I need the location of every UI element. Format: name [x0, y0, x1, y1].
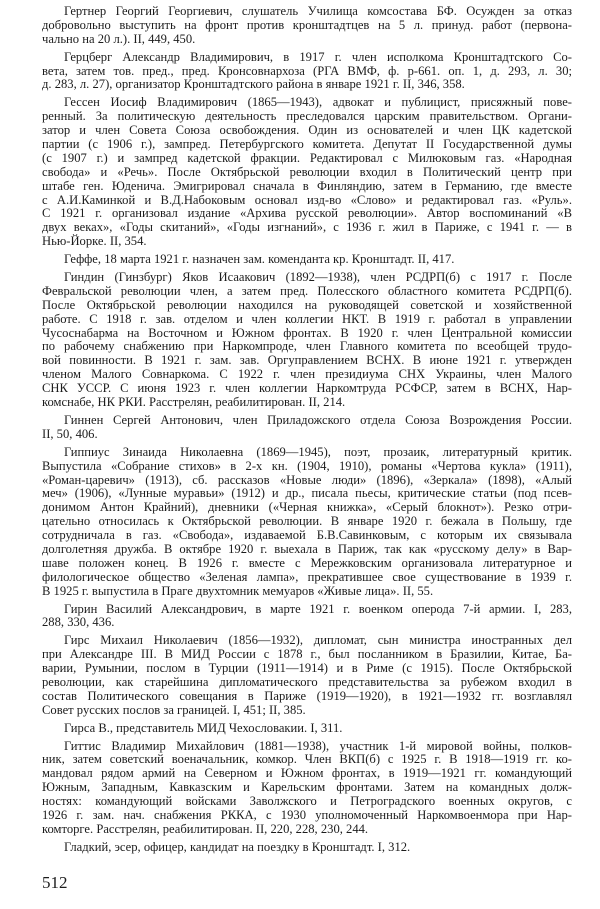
index-entry — [42, 634, 572, 717]
entry-text-line: добровольно выступить на фронт против кронштадтцев на 5 л. принуд. работ (первона- — [42, 17, 572, 32]
index-entry — [42, 51, 572, 93]
entry-text-line: II, 50, 406. — [42, 426, 98, 441]
entry-text-line: мандовал рядом армий на Северном и Южном фронтах, в 1919—1921 гг. командующий — [42, 766, 572, 781]
index-entry — [42, 271, 572, 410]
entry-text-line: д. 283, л. 27), организатор Кронштадтского района в январе 1921 г. II, 346, 358. — [42, 77, 465, 92]
entry-text-line: революции, как старейшина дипломатического представительства за рубежом входил в — [42, 674, 572, 689]
entry-text-line: Герцберг Александр Владимирович, в 1917 г. член исполкома Кронштадтского Со- — [64, 49, 572, 64]
entry-text-line: Гиппиус Зинаида Николаевна (1869—1945), поэт, прозаик, литературный критик. — [64, 444, 572, 459]
entry-text-line: Гиндин (Гинзбург) Яков Исаакович (1892—1938), член РСДРП(б) с 1917 г. После — [64, 270, 572, 285]
index-entry — [42, 722, 572, 736]
entry-text-line: вета, затем тов. пред., пред. Кронсовнархоза (РГА ВМФ, ф. р-661. оп. 1, д. 293, л. 30; — [42, 63, 572, 78]
entry-text-line: чально на 20 л.). II, 449, 450. — [42, 31, 196, 46]
entry-text-line: комснабе, НК РКИ. Расстрелян, реабилитирован. II, 214. — [42, 395, 346, 410]
entry-text-line: 1926 г. зам. нач. снабжения РККА, с 1930 уполномоченный Наркомвоенмора при Нар- — [42, 807, 572, 822]
index-entry — [42, 603, 572, 631]
entry-text-line: партии (с 1906 г.), зампред. Петербургского комитета. Депутат II Государственной думы — [42, 137, 572, 152]
index-entry — [42, 841, 572, 855]
index-entry — [42, 414, 572, 442]
entry-text-line: филологическое общество «Зеленая лампа», прекратившее свое существование в 1939 г. — [42, 569, 572, 584]
entry-text-line: Гессен Иосиф Владимирович (1865—1943), адвокат и публицист, присяжный пове- — [64, 95, 572, 110]
entry-text-line: работе. С 1918 г. зав. отделом и член коллегии НКТ. В 1919 г. работал в управлении — [42, 311, 572, 326]
index-entry — [42, 96, 572, 249]
index-entry — [42, 446, 572, 599]
entry-text-line: Гирса В., представитель МИД Чехословакии. I, 311. — [64, 720, 343, 735]
entry-text-line: СНК УССР. С июня 1923 г. член коллегии Наркомтруда РСФСР, затем в ВСНХ, Нар- — [42, 381, 572, 396]
entry-text-line: ностях: командующий войсками Заволжского и Петроградского военных округов, с — [42, 794, 572, 809]
entry-text-line: Гиттис Владимир Михайлович (1881—1938), участник 1-й мировой войны, полков- — [64, 738, 572, 753]
entry-text-line: по рабочему снабжению при Наркомпроде, член Главного комитета по всеобщей трудо- — [42, 339, 572, 354]
entry-text-line: затор и член Совета Союза освобождения. Один из основателей и член ЦК кадетской — [42, 123, 572, 138]
entry-text-line: меч» (1906), «Лунные муравьи» (1912) и др., писала пьесы, критические статьи (под псев- — [42, 486, 572, 501]
entry-text-line: комторге. Расстрелян, реабилитирован. II, 220, 228, 230, 244. — [42, 821, 369, 836]
entry-text-line: членом Малого Совнаркома. С 1922 г. член президиума СНХ Украины, член Малого — [42, 367, 572, 382]
entry-text-line: Гладкий, эсер, офицер, кандидат на поездку в Кронштадт. I, 312. — [64, 839, 411, 854]
entry-text-line: донимом Антон Крайний), дневники («Черная книжка», «Серый блокнот»). Резко отри- — [42, 500, 572, 515]
entry-text-line: В 1925 г. выпустила в Праге двухтомник мемуаров «Живые лица». II, 55. — [42, 583, 434, 598]
entry-text-line: Южным, Западным, Кавказским и Карельским фронтами. Затем на командных долж- — [42, 780, 572, 795]
entry-text-line: ренный. За политическую деятельность преследовался царским правительством. Органи- — [42, 109, 572, 124]
document-page — [42, 5, 572, 859]
index-entry — [42, 740, 572, 837]
entry-text-line: После Октябрьской революции находился на руководящей советской и хозяйственной — [42, 297, 572, 312]
entry-text-line: шаве положен конец. В 1926 г. вместе с Мережковским организовала литературное и — [42, 555, 572, 570]
entry-text-line: С 1921 г. организовал издание «Архива русской революции». Автор воспоминаний «В — [42, 206, 572, 221]
entry-text-line: 288, 330, 436. — [42, 615, 115, 630]
entry-text-line: с А.И.Каминкой и В.Д.Набоковым основал изд-во «Слово» и редактировал газ. «Руль». — [42, 192, 572, 207]
index-entry — [42, 5, 572, 47]
entry-text-line: (с 1907 г.) и зампред кадетской фракции. Редактировал с Милюковым газ. «Народная — [42, 150, 572, 165]
entry-text-line: Геффе, 18 марта 1921 г. назначен зам. коменданта кр. Кронштадт. II, 417. — [64, 252, 455, 267]
entry-text-line: сотрудничала в газ. «Свобода», издаваемой Б.В.Савинковым, с которым их связывала — [42, 528, 572, 543]
entry-text-line: цательно относилась к Октябрьской революции. В январе 1920 г. бежала в Польшу, где — [42, 514, 572, 529]
entry-text-line: свобода» и «Речь». После Октябрьской революции входил в Политический центр при — [42, 164, 572, 179]
entry-text-line: Февральской революции член, а затем пред. Полесского областного комитета РСДРП(б). — [42, 283, 572, 298]
entry-text-line: вой повинности. В 1921 г. зам. зав. Оргуправлением ВСНХ. В июне 1921 г. утвержден — [42, 353, 572, 368]
entry-text-line: ник, затем советский военачальник, комкор. Член ВКП(б) с 1925 г. В 1918—1919 гг. ко- — [42, 752, 572, 767]
entry-text-line: варии, Румынии, послом в Турции (1911—1914) и в Риме (с 1915). После Октябрьской — [42, 661, 572, 676]
index-entry — [42, 253, 572, 267]
entry-text-line: Совет русских послов за границей. I, 451; II, 385. — [42, 702, 306, 717]
entry-text-line: Гирс Михаил Николаевич (1856—1932), дипломат, сын министра иностранных дел — [64, 633, 572, 648]
page-number: 512 — [42, 873, 68, 892]
entry-text-line: штабе ген. Юденича. Эмигрировал сначала в Финляндию, затем в Германию, где вместе — [42, 178, 572, 193]
entry-text-line: Гертнер Георгий Георгиевич, слушатель Училища комсостава БФ. Осужден за отказ — [64, 4, 572, 18]
entry-text-line: Гиннен Сергей Антонович, член Приладожского отдела Союза Возрождения России. — [64, 412, 572, 427]
entry-text-line: Выпустила «Собрание стихов» в 2-х кн. (1904, 1910), романы «Чертова кукла» (1911), — [42, 458, 572, 473]
entry-text-line: состав Политического совещания в Париже (1919—1920), в 1921—1932 гг. возглавлял — [42, 688, 572, 703]
entry-text-line: Чусоснабарма на Восточном и Южном фронтах. В 1920 г. член Центральной комиссии — [42, 325, 572, 340]
entry-text-line: «Роман-царевич» (1913), сб. рассказов «Новые люди» (1896), «Зеркала» (1898), «Алый — [42, 472, 572, 487]
entry-text-line: Нью-Йорке. II, 354. — [42, 234, 147, 249]
entry-text-line: при Александре III. В МИД России с 1878 г., был посланником в Бразилии, Китае, Ба- — [42, 647, 572, 662]
entry-text-line: двух веках», «Годы скитаний», «Годы изгнаний», с 1936 г. жил в Париже, с 1941 г. — в — [42, 220, 572, 235]
entry-text-line: долголетняя дружба. В октябре 1920 г. выехала в Париж, так как «русскому делу» в Вар- — [42, 541, 572, 556]
entry-text-line: Гирин Василий Александрович, в марте 1921 г. военком оперода 7-й армии. I, 283, — [64, 601, 572, 616]
